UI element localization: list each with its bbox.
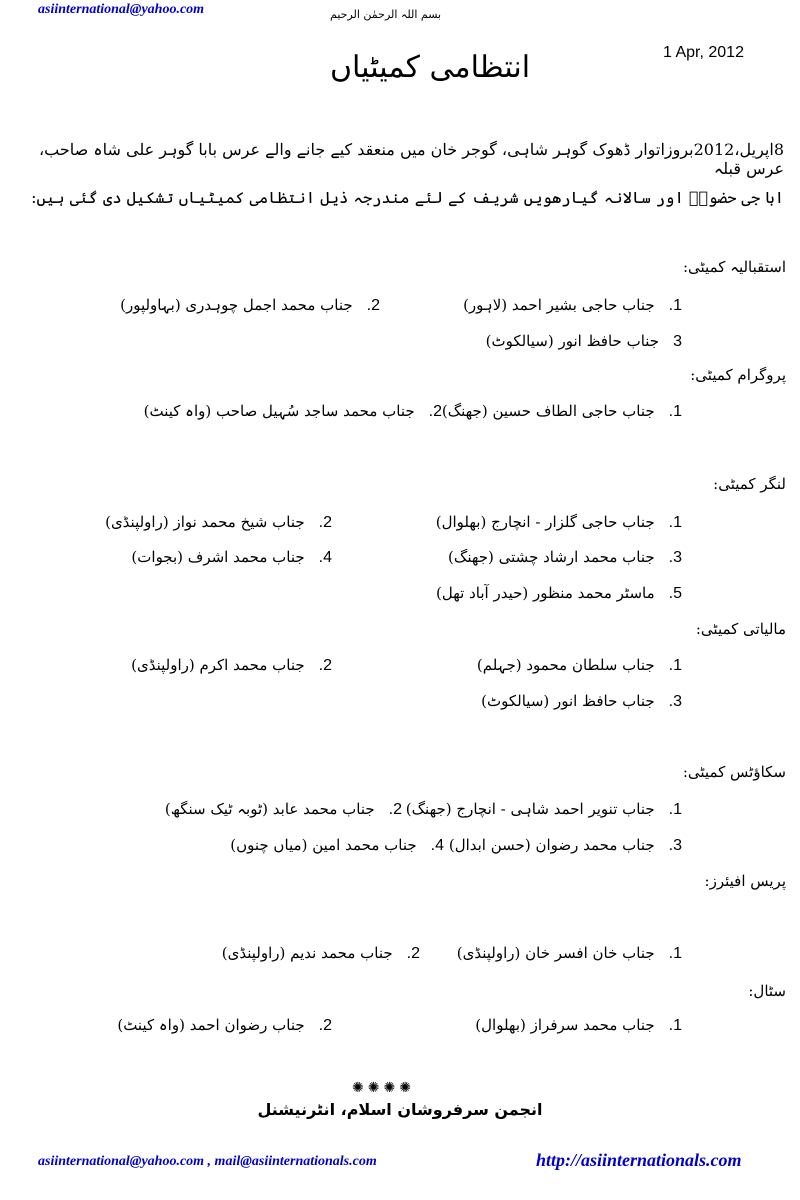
committee-heading-reception: استقبالیہ کمیٹی: bbox=[682, 258, 786, 276]
member-name: جناب محمد ندیم (راولپنڈی) bbox=[221, 944, 393, 962]
member-number: 1. bbox=[668, 945, 682, 962]
document-date: 1 Apr, 2012 bbox=[663, 44, 744, 61]
member-name: جناب محمد اکرم (راولپنڈی) bbox=[131, 656, 305, 674]
member-name: جناب رضوان احمد (واہ کینٹ) bbox=[117, 1016, 305, 1034]
member-item bbox=[448, 548, 682, 567]
member-name: جناب محمد ارشاد چشتی (جھنگ) bbox=[448, 548, 655, 566]
member-item bbox=[117, 1016, 332, 1035]
member-number: 5. bbox=[668, 585, 682, 602]
member-name: جناب حافظ انور (سیالکوٹ) bbox=[481, 692, 655, 710]
member-item bbox=[436, 584, 682, 603]
member-number: 4. bbox=[318, 549, 332, 566]
member-name: جناب محمد امین (میاں چنوں) bbox=[230, 836, 417, 854]
committee-heading-finance: مالیاتی کمیٹی: bbox=[695, 620, 786, 638]
footer-email-links[interactable]: asiinternational@yahoo.com , mail@asiinternationals.com bbox=[38, 1154, 377, 1169]
member-name: جناب محمد ساجد سُہیل صاحب (واہ کینٹ) bbox=[143, 402, 415, 420]
header-email-link[interactable]: asiinternational@yahoo.com bbox=[38, 2, 205, 17]
member-item bbox=[131, 656, 332, 675]
committee-heading-scouts: سکاؤٹس کمیٹی: bbox=[682, 763, 786, 781]
member-item bbox=[486, 332, 682, 351]
member-item bbox=[131, 548, 332, 567]
member-item bbox=[475, 1016, 682, 1035]
member-number: 2. bbox=[366, 297, 380, 314]
member-number: 3. bbox=[668, 693, 682, 710]
member-number: 2. bbox=[428, 403, 442, 420]
member-name: جناب تنویر احمد شاہی - انچارج (جھنگ) bbox=[405, 800, 655, 818]
member-number: 1. bbox=[668, 1017, 682, 1034]
member-item bbox=[165, 800, 402, 819]
committee-heading-langar: لنگر کمیٹی: bbox=[713, 475, 786, 493]
member-number: 2. bbox=[388, 801, 402, 818]
member-name: جناب حاجی گلزار - انچارج (بھلوال) bbox=[435, 513, 655, 531]
member-item bbox=[457, 944, 682, 963]
member-item bbox=[436, 513, 682, 532]
member-name: جناب شیخ محمد نواز (راولپنڈی) bbox=[105, 513, 305, 531]
member-number: 3. bbox=[668, 837, 682, 854]
member-name: جناب خان افسر خان (راولپنڈی) bbox=[456, 944, 655, 962]
organization-name: انجمن سرفروشان اسلام، انٹرنیشنل bbox=[257, 1100, 543, 1119]
member-name: جناب حاجی الطاف حسین (جھنگ) bbox=[441, 402, 655, 420]
member-item bbox=[144, 402, 442, 421]
member-name: جناب حافظ انور (سیالکوٹ) bbox=[485, 332, 660, 350]
member-item bbox=[481, 692, 682, 711]
member-number: 2. bbox=[318, 657, 332, 674]
member-name: جناب محمد اشرف (بجوات) bbox=[131, 548, 305, 566]
member-number: 1. bbox=[668, 297, 682, 314]
member-name: جناب حاجی بشیر احمد (لاہور) bbox=[463, 296, 655, 314]
intro-line-1: 8اپریل،2012بروزاتوار ڈھوک گوہر شاہی، گوجر خان میں منعقد کیے جانے والے عرس بابا گوہر علی شاہ صاحب، عرس قبلہ bbox=[38, 140, 784, 178]
member-item bbox=[449, 836, 682, 855]
ornament-icon: ✺✺✺✺ bbox=[352, 1080, 415, 1096]
member-number: 2. bbox=[318, 1017, 332, 1034]
committee-heading-program: پروگرام کمیٹی: bbox=[690, 366, 786, 384]
bismillah-text: بسم اللہ الرحمٰن الرحیم bbox=[330, 8, 442, 21]
member-name: جناب محمد سرفراز (بھلوال) bbox=[475, 1016, 655, 1034]
member-number: 1. bbox=[668, 801, 682, 818]
member-name: جناب محمد عابد (ٹوبہ ٹیک سنگھ) bbox=[164, 800, 375, 818]
member-number: 3 bbox=[673, 333, 682, 350]
member-name: جناب محمد رضوان (حسن ابدال) bbox=[448, 836, 655, 854]
footer-website-link[interactable]: http://asiinternationals.com bbox=[536, 1150, 742, 1170]
member-item bbox=[406, 800, 682, 819]
committee-heading-stall: سٹال: bbox=[748, 982, 786, 1000]
member-number: 3. bbox=[668, 549, 682, 566]
member-item bbox=[230, 836, 444, 855]
member-number: 2. bbox=[406, 945, 420, 962]
committee-heading-press: پریس افیئرز: bbox=[704, 872, 786, 890]
member-name: جناب محمد اجمل چوہدری (بہاولپور) bbox=[120, 296, 353, 314]
member-name: ماسٹر محمد منظور (حیدر آباد تھل) bbox=[436, 584, 655, 602]
member-item bbox=[463, 296, 682, 315]
member-number: 4. bbox=[430, 837, 444, 854]
member-number: 1. bbox=[668, 403, 682, 420]
member-item bbox=[222, 944, 420, 963]
member-number: 1. bbox=[668, 514, 682, 531]
page-title: انتظامی کمیٹیاں bbox=[330, 50, 531, 85]
member-item bbox=[442, 402, 682, 421]
member-name: جناب سلطان محمود (جہلم) bbox=[476, 656, 655, 674]
member-number: 2. bbox=[318, 514, 332, 531]
member-number: 1. bbox=[668, 657, 682, 674]
intro-line-2: ابا جی حضورؒ اور سالانہ گیارھویں شریف کے لئے مندرجہ ذیل انتظامی کمیٹیاں تشکیل دی گئی ہیں: bbox=[31, 188, 784, 207]
member-item bbox=[105, 513, 332, 532]
member-item bbox=[477, 656, 682, 675]
member-item bbox=[120, 296, 380, 315]
